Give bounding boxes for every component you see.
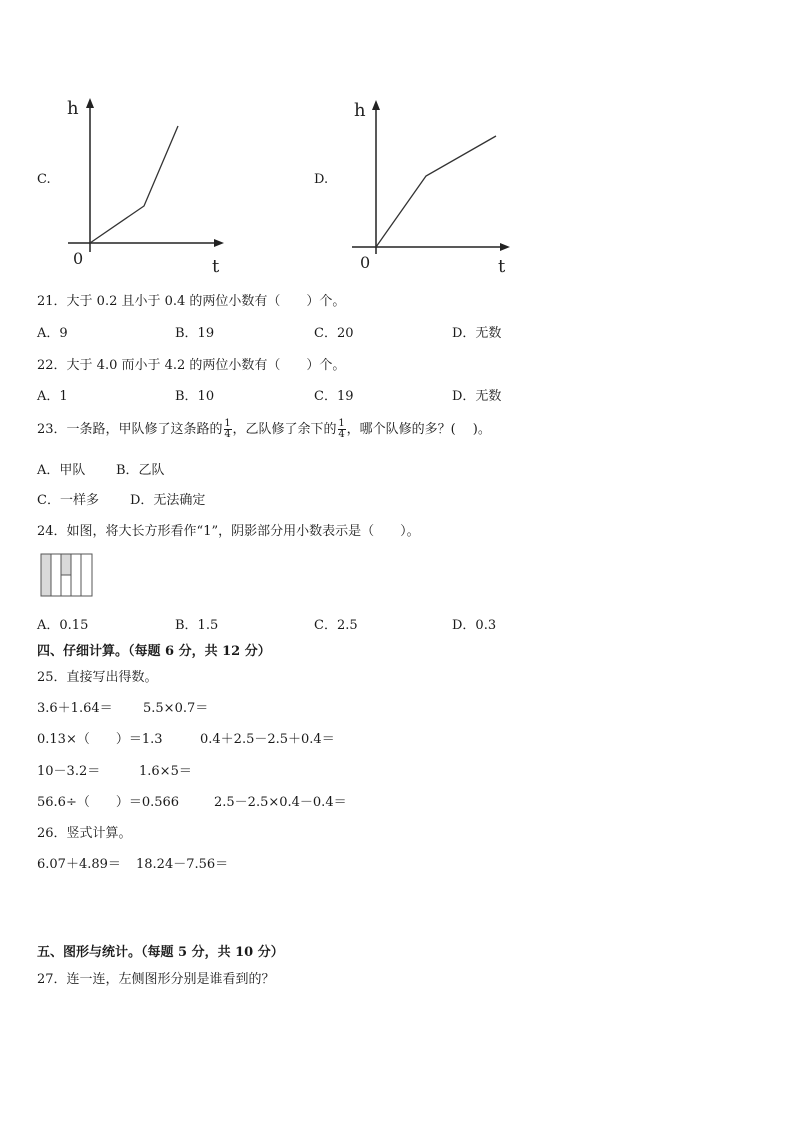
- graph-c-label: C.: [37, 172, 51, 187]
- q26-item2: 18.24－7.56＝: [136, 857, 229, 872]
- q21-option-d: D．无数: [452, 326, 502, 341]
- q24-option-c: C．2.5: [314, 618, 358, 633]
- q24-rectangle-figure: [40, 553, 94, 597]
- q25-row3-item1: 10－3.2＝: [37, 764, 101, 779]
- q22-stem: 22．大于 4.0 而小于 4.2 的两位小数有（ ）个。: [37, 358, 346, 373]
- q21-option-c: C．20: [314, 326, 354, 341]
- q25-row1-item2: 5.5×0.7＝: [143, 701, 209, 716]
- q24-shaded-strip-1: [41, 554, 51, 596]
- graph-d-label: D.: [314, 172, 329, 187]
- q23-stem-part2: ，乙队修了余下的: [232, 422, 337, 437]
- graph-c-x-arrow: [214, 239, 224, 247]
- q22-option-b: B．10: [175, 389, 215, 404]
- q25-stem: 25．直接写出得数。: [37, 670, 158, 685]
- q21-option-b: B．19: [175, 326, 215, 341]
- graph-c-line: [90, 126, 178, 243]
- graph-d: [346, 92, 526, 277]
- q21-option-a: A．9: [37, 326, 68, 341]
- graph-d-y-label: h: [354, 100, 366, 121]
- graph-c: [60, 92, 240, 277]
- graph-d-x-arrow: [500, 243, 510, 251]
- q23-option-b: B．乙队: [116, 463, 165, 478]
- q22-option-a: A．1: [37, 389, 68, 404]
- q24-shaded-half-strip: [61, 554, 71, 575]
- graph-d-origin: 0: [360, 253, 371, 272]
- q23-option-c: C．一样多: [37, 493, 99, 508]
- graph-d-line: [376, 136, 496, 247]
- graph-c-origin: 0: [73, 249, 84, 268]
- q22-option-c: C．19: [314, 389, 354, 404]
- q27-stem: 27．连一连，左侧图形分别是谁看到的？: [37, 972, 275, 987]
- graph-d-x-label: t: [498, 256, 506, 277]
- q21-stem: 21．大于 0.2 且小于 0.4 的两位小数有（ ）个。: [37, 294, 346, 309]
- q24-option-d: D．0.3: [452, 618, 497, 633]
- q22-option-d: D．无数: [452, 389, 502, 404]
- q24-option-b: B．1.5: [175, 618, 219, 633]
- q23-fraction-2: $\frac{1}{4}$: [338, 418, 345, 440]
- q25-row2-item2: 0.4＋2.5－2.5＋0.4＝: [200, 732, 335, 747]
- q24-stem: 24．如图，将大长方形看作“1”，阴影部分用小数表示是（ ）。: [37, 524, 420, 539]
- q23-fraction-1: $\frac{1}{4}$: [224, 418, 231, 440]
- graph-c-y-label: h: [67, 98, 79, 119]
- q23-stem-part3: ，哪个队修的多？( )。: [346, 422, 491, 437]
- section-5-title: 五、图形与统计。（每题 5 分，共 10 分）: [37, 945, 284, 960]
- q25-row4-item2: 2.5－2.5×0.4－0.4＝: [214, 795, 347, 810]
- q25-row3-item2: 1.6×5＝: [139, 764, 192, 779]
- q23-stem: [37, 418, 491, 440]
- q23-stem-part1: 23．一条路，甲队修了这条路的: [37, 422, 223, 437]
- q25-row2-item1: 0.13×（ ）＝1.3: [37, 732, 163, 747]
- q26-stem: 26．竖式计算。: [37, 826, 132, 841]
- q23-option-a: A．甲队: [37, 463, 86, 478]
- q26-item1: 6.07＋4.89＝: [37, 857, 121, 872]
- graph-c-y-arrow: [86, 98, 94, 108]
- graph-d-y-arrow: [372, 100, 380, 110]
- graph-c-x-label: t: [212, 256, 220, 277]
- q25-row4-item1: 56.6÷（ ）＝0.566: [37, 795, 180, 810]
- q24-option-a: A．0.15: [37, 618, 89, 633]
- q23-option-d: D．无法确定: [130, 493, 206, 508]
- section-4-title: 四、仔细计算。（每题 6 分，共 12 分）: [37, 644, 271, 659]
- q25-row1-item1: 3.6＋1.64＝: [37, 701, 113, 716]
